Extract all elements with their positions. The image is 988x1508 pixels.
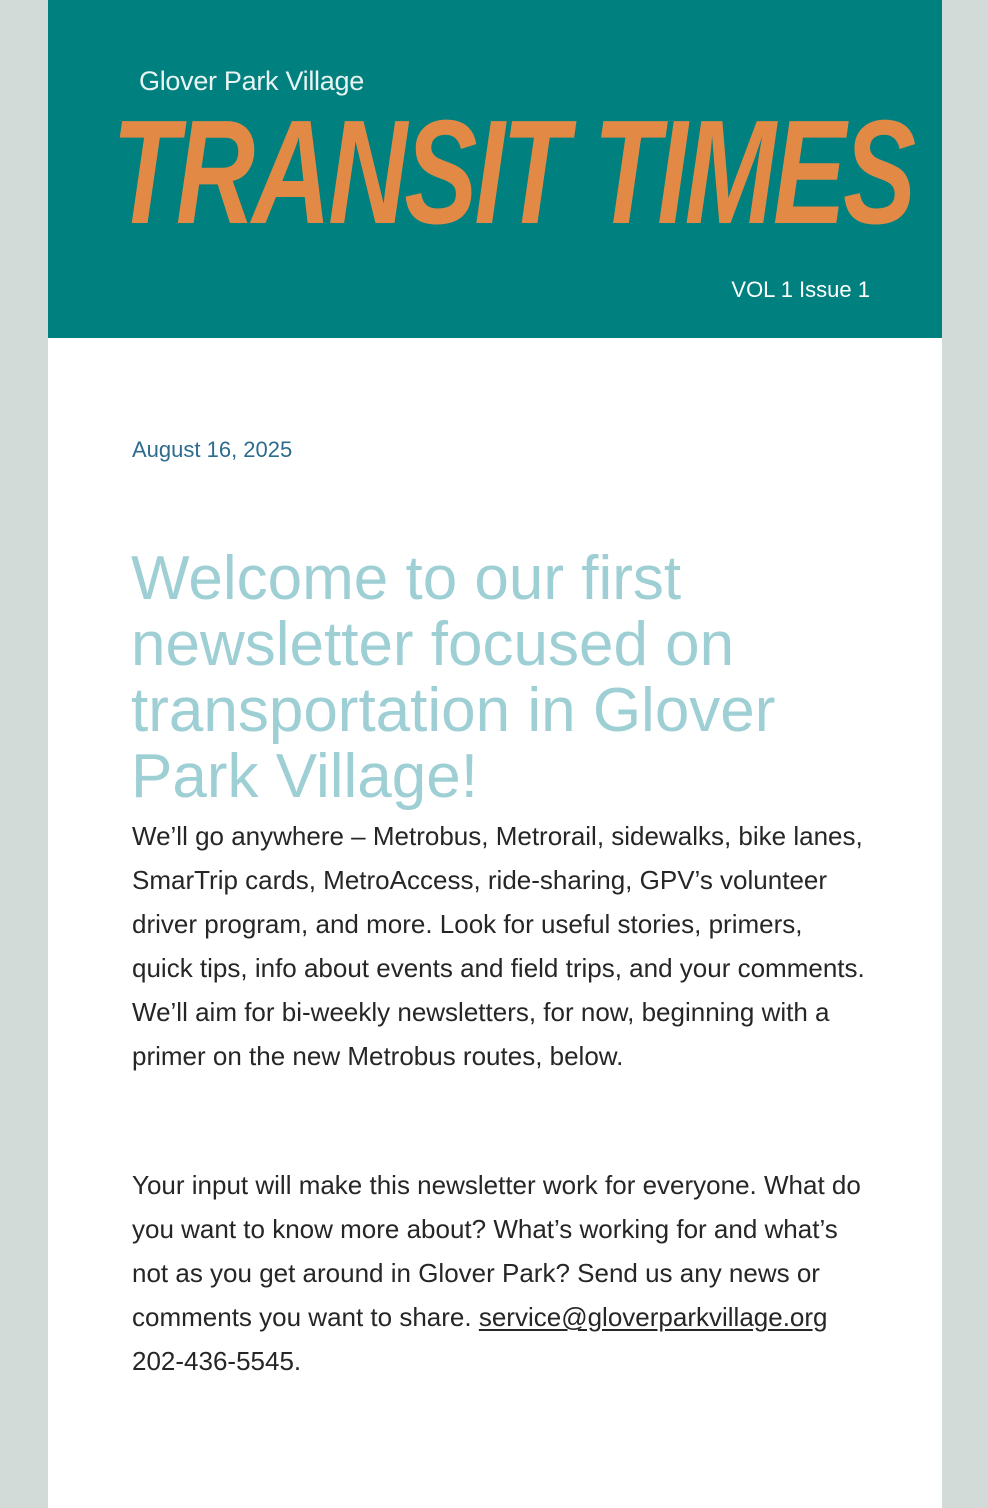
newsletter-title: TRANSIT TIMES: [112, 90, 914, 255]
article-paragraph-2: [132, 1163, 870, 1383]
masthead: [48, 0, 942, 338]
article-headline: Welcome to our first newsletter focused on transportation in Glover Park Village!: [131, 544, 776, 811]
newsletter-page: [48, 0, 942, 1508]
paragraph-2-intro: Your input will make this newsletter work for everyone. What do you want to know more about? What’s working for and what’s not as you get around in Glover Park? Send us any news or comments you want to share.: [132, 1170, 861, 1332]
publisher-name: Glover Park Village: [139, 66, 364, 96]
article-paragraph-1: We’ll go anywhere – Metrobus, Metrorail, sidewalks, bike lanes, SmarTrip cards, MetroAccess, ride-sharing, GPV’s volunteer driver program, and more. Look for useful stories, primers, quick tips, info about events and field trips, and your comments. We’ll aim for bi-weekly newsletters, for now, beginning with a primer on the new Metrobus routes, below.: [132, 821, 865, 1071]
volume-issue: VOL 1 Issue 1: [731, 277, 870, 302]
publication-date: August 16, 2025: [132, 437, 293, 462]
contact-phone: 202-436-5545.: [132, 1346, 302, 1376]
contact-email-link[interactable]: service@gloverparkvillage.org: [478, 1302, 828, 1332]
